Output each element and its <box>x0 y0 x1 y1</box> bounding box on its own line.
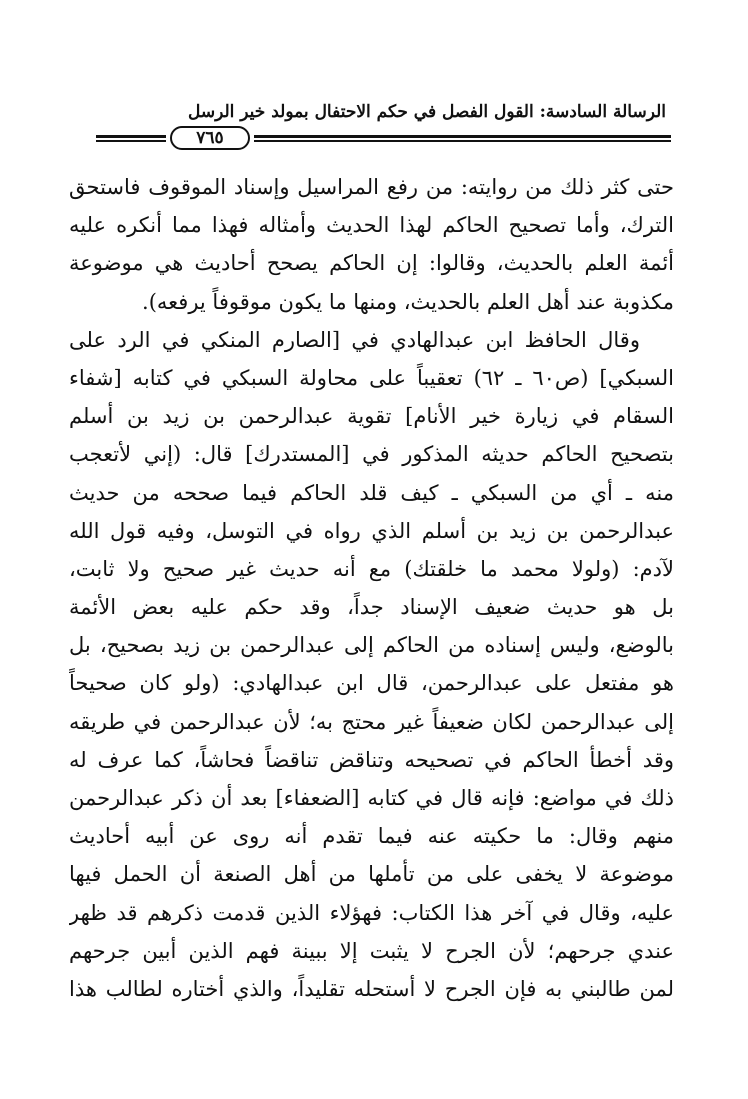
text-line: السقام في زيارة خير الأنام] تقوية عبدالرحمن بن زيد بن أسلم <box>69 404 674 429</box>
text-line: موضوعة لا يخفى على من تأملها من أهل الصنعة أن الحمل فيها <box>69 862 674 887</box>
text-line: لآدم: (ولولا محمد ما خلقتك) مع أنه حديث غير صحيح ولا ثابت، <box>69 556 674 581</box>
text-line: عندي جرحهم؛ لأن الجرح لا يثبت إلا ببينة فهم الذين أبين جرحهم <box>69 938 674 963</box>
text-line: لمن طالبني به فإن الجرح لا أستحله تقليداً، والذي أختاره لطالب هذا <box>69 976 674 1001</box>
text-line: وقد أخطأ الحاكم في تصحيحه وتناقض تناقضاً فحاشاً، كما عرف له <box>69 747 674 772</box>
header-rule-right <box>254 135 671 138</box>
page-number-badge: ٧٦٥ <box>170 126 250 150</box>
text-line: عليه، وقال في آخر هذا الكتاب: فهؤلاء الذين قدمت ذكرهم قد ظهر <box>69 900 674 925</box>
body-text <box>69 168 674 1008</box>
text-line: وقال الحافظ ابن عبدالهادي في [الصارم المنكي في الرد على <box>69 327 640 352</box>
text-line: الترك، وأما تصحيح الحاكم لهذا الحديث وأمثاله فهذا مما أنكره عليه <box>69 213 674 238</box>
running-header-title: الرسالة السادسة: القول الفصل في حكم الاحتفال بمولد خير الرسل <box>187 102 666 122</box>
text-line: أئمة العلم بالحديث، وقالوا: إن الحاكم يصحح أحاديث هي موضوعة <box>69 251 674 276</box>
text-line: منه ـ أي من السبكي ـ كيف قلد الحاكم فيما صححه من حديث <box>69 480 674 505</box>
text-line: هو مفتعل على عبدالرحمن، قال ابن عبدالهادي: (ولو كان صحيحاً <box>69 671 674 696</box>
text-line: مكذوبة عند أهل العلم بالحديث، ومنها ما يكون موقوفاً يرفعه). <box>142 289 674 314</box>
text-line: السبكي] (ص٦٠ ـ ٦٢) تعقيباً على محاولة السبكي في كتابه [شفاء <box>69 365 674 390</box>
text-line: بل هو حديث ضعيف الإسناد جداً، وقد حكم عليه بعض الأئمة <box>69 595 674 620</box>
text-line: حتى كثر ذلك من روايته: من رفع المراسيل وإسناد الموقوف فاستحق <box>69 175 674 199</box>
header-rule <box>96 126 671 152</box>
text-line: إلى عبدالرحمن لكان ضعيفاً غير محتج به؛ لأن عبدالرحمن في طريقه <box>69 709 674 734</box>
header-rule-left <box>96 135 166 138</box>
text-line: منهم وقال: ما حكيته عنه فيما تقدم أنه روى عن أبيه أحاديث <box>69 824 674 849</box>
text-line: بالوضع، وليس إسناده من الحاكم إلى عبدالرحمن بن زيد بصحيح، بل <box>69 633 674 658</box>
text-line: بتصحيح الحاكم حديثه المذكور في [المستدرك] قال: (إني لأتعجب <box>69 442 674 467</box>
text-line: عبدالرحمن بن زيد بن أسلم الذي رواه في التوسل، وفيه قول الله <box>69 518 674 543</box>
text-line: ذلك في مواضع: فإنه قال في كتابه [الضعفاء] بعد أن ذكر عبدالرحمن <box>69 786 674 810</box>
